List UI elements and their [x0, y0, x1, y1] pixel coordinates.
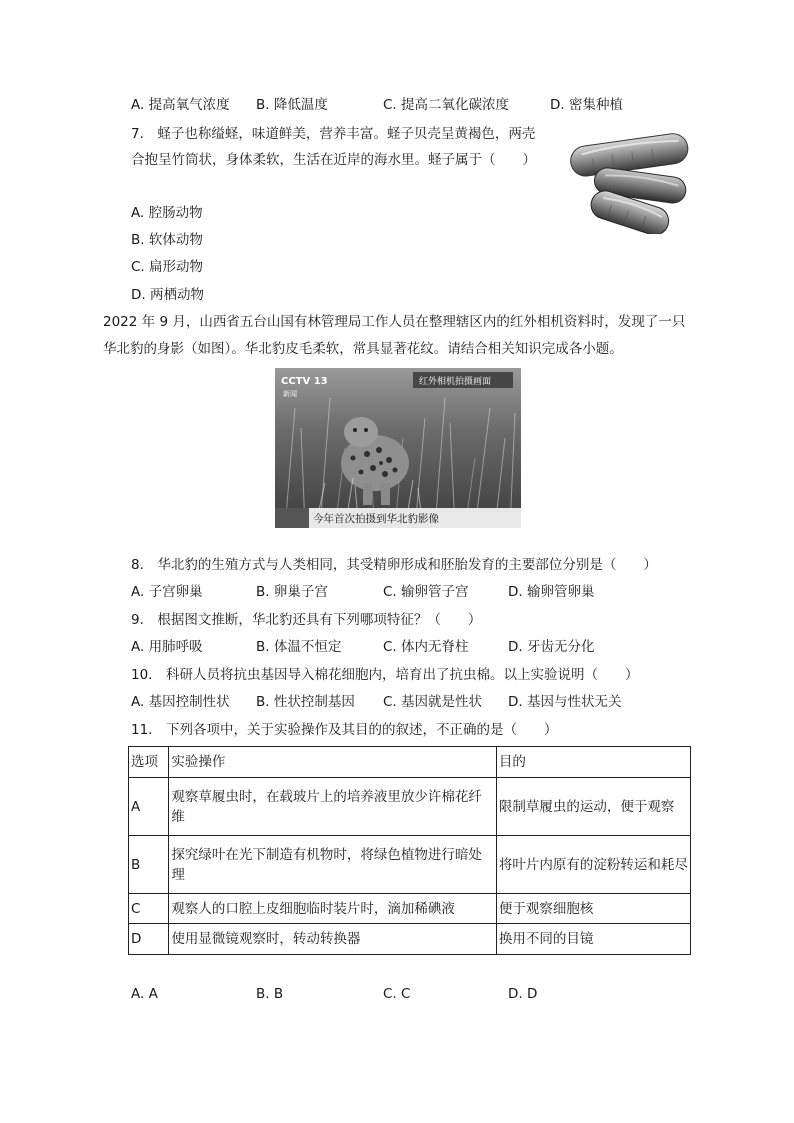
table-header-operation: 实验操作 [169, 747, 496, 778]
q7-option-c[interactable]: C. 扁形动物 [131, 259, 204, 275]
q9-option-b[interactable]: B. 体温不恒定 [256, 639, 342, 655]
table-cell-operation: 探究绿叶在光下制造有机物时，将绿色植物进行暗处理 [169, 836, 496, 894]
table-cell-operation: 观察草履虫时，在载玻片上的培养液里放少许棉花纤维 [169, 778, 496, 836]
table-cell-operation: 观察人的口腔上皮细胞临时装片时，滴加稀碘液 [169, 894, 496, 924]
razor-clam-photo [562, 128, 694, 234]
table-cell-option: C [129, 894, 169, 924]
q10-option-b[interactable]: B. 性状控制基因 [256, 694, 355, 710]
table-cell-purpose: 换用不同的目镜 [496, 924, 690, 955]
q10-option-d[interactable]: D. 基因与性状无关 [508, 694, 622, 710]
table-cell-option: A [129, 778, 169, 836]
q10-option-c[interactable]: C. 基因就是性状 [383, 694, 483, 710]
table-header-row [129, 747, 691, 778]
q7-stem-line1: 7. 蛏子也称缢蛏，味道鲜美，营养丰富。蛏子贝壳呈黄褐色，两壳 [131, 126, 536, 142]
q7-option-d[interactable]: D. 两栖动物 [131, 287, 204, 303]
photo-top-caption: 红外相机拍摄画面 [419, 377, 492, 387]
razor-clam-illustration [562, 128, 694, 234]
q9-option-c[interactable]: C. 体内无脊柱 [383, 639, 469, 655]
q7-option-b[interactable]: B. 软体动物 [131, 232, 203, 248]
q6-option-b[interactable]: B. 降低温度 [256, 97, 328, 113]
table-row [129, 778, 691, 836]
table-cell-purpose: 限制草履虫的运动，便于观察 [496, 778, 690, 836]
table-header-purpose: 目的 [496, 747, 690, 778]
q8-option-c[interactable]: C. 输卵管子宫 [383, 584, 469, 600]
q8-option-a[interactable]: A. 子宫卵巢 [131, 584, 203, 600]
table-row [129, 924, 691, 955]
q6-option-a[interactable]: A. 提高氧气浓度 [131, 97, 230, 113]
table-cell-option: D [129, 924, 169, 955]
q7-option-a[interactable]: A. 腔肠动物 [131, 205, 203, 221]
table-cell-purpose: 将叶片内原有的淀粉转运和耗尽 [496, 836, 690, 894]
q9-stem: 9. 根据图文推断，华北豹还具有下列哪项特征？（ ） [131, 612, 482, 628]
q7-stem-line2: 合抱呈竹筒状，身体柔软，生活在近岸的海水里。蛏子属于（ ） [131, 152, 536, 168]
q11-option-d[interactable]: D. D [508, 986, 538, 1002]
table-cell-purpose: 便于观察细胞核 [496, 894, 690, 924]
q11-stem: 11. 下列各项中，关于实验操作及其目的的叙述，不正确的是（ ） [131, 722, 558, 738]
q9-option-d[interactable]: D. 牙齿无分化 [508, 639, 595, 655]
q6-option-d[interactable]: D. 密集种植 [550, 97, 623, 113]
q8-option-b[interactable]: B. 卵巢子宫 [256, 584, 328, 600]
q10-stem: 10. 科研人员将抗虫基因导入棉花细胞内，培育出了抗虫棉。以上实验说明（ ） [131, 667, 639, 683]
q10-option-a[interactable]: A. 基因控制性状 [131, 694, 230, 710]
table-cell-option: B [129, 836, 169, 894]
photo-bottom-caption: 今年首次拍摄到华北豹影像 [313, 513, 439, 525]
q11-option-b[interactable]: B. B [256, 986, 284, 1002]
table-row [129, 894, 691, 924]
passage-line1: 2022 年 9 月，山西省五台山国有林管理局工作人员在整理辖区内的红外相机资料时，发现了一只 [103, 314, 686, 330]
cctv-logo-sub: 新闻 [283, 390, 297, 398]
passage-line2: 华北豹的身影（如图）。华北豹皮毛柔软，常具显著花纹。请结合相关知识完成各小题。 [103, 341, 623, 357]
table-cell-operation: 使用显微镜观察时，转动转换器 [169, 924, 496, 955]
leopard-scene [275, 368, 521, 528]
q6-option-c[interactable]: C. 提高二氧化碳浓度 [383, 97, 510, 113]
cctv-logo: CCTV 13 [281, 376, 328, 387]
table-row [129, 836, 691, 894]
q8-option-d[interactable]: D. 输卵管卵巢 [508, 584, 595, 600]
q11-option-c[interactable]: C. C [383, 986, 411, 1002]
q9-option-a[interactable]: A. 用肺呼吸 [131, 639, 203, 655]
table-header-option: 选项 [129, 747, 169, 778]
q11-table [128, 746, 691, 955]
q11-option-a[interactable]: A. A [131, 986, 158, 1002]
q8-stem: 8. 华北豹的生殖方式与人类相同，其受精卵形成和胚胎发育的主要部位分别是（ ） [131, 557, 657, 573]
leopard-photo [275, 368, 521, 528]
